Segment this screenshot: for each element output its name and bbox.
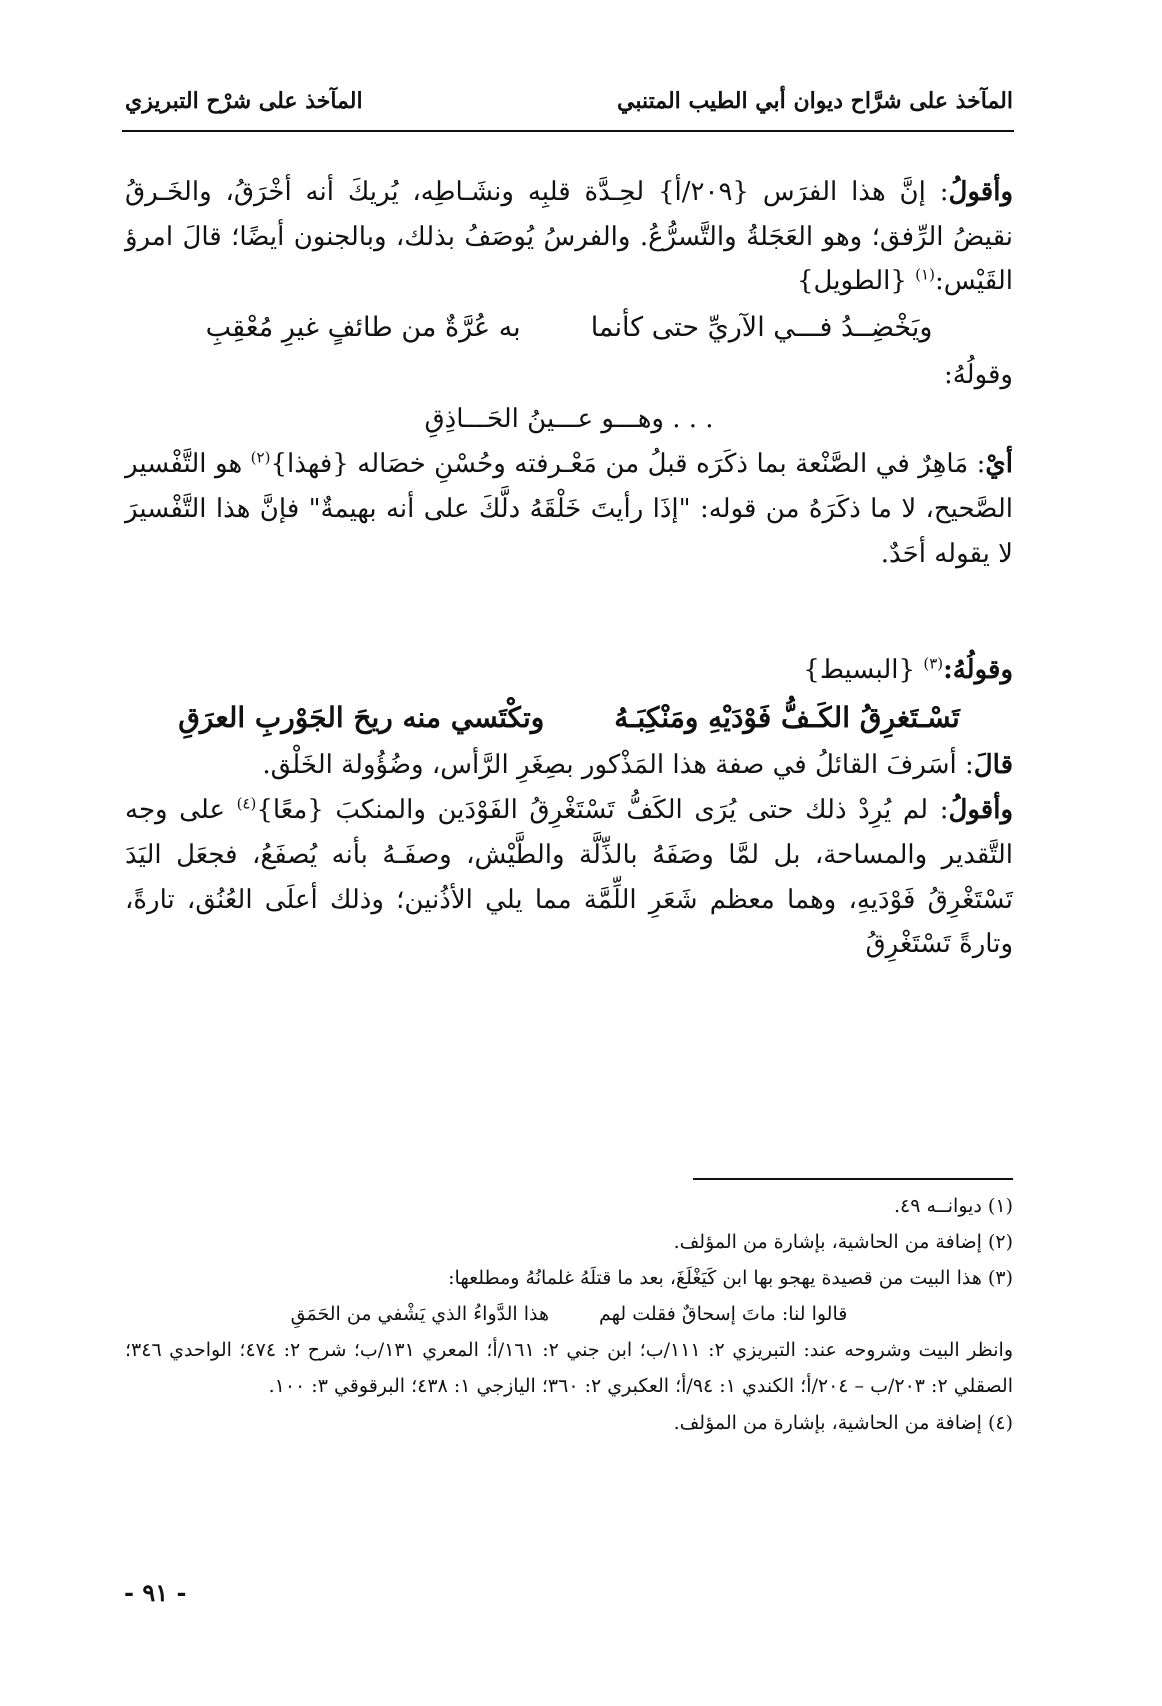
paragraph-4-text-continued: على وجه التَّقدير والمساحة، بل لمَّا وصَفَهُ بالذِّلَّة والطَّيْش، وصفَـهُ بأنه يُصفَعُ، فجعَل اليَدَ تَسْتَغْرِقُ فَوْدَيهِ، وهما معظم شَعَرِ اللِّمَّة مما يلي الأذُنين؛ وذلك أعلَى العُنُق، تارةً، وتارةً تَسْتَغْرِقُ <box>125 795 1013 960</box>
footnote-ref-2[interactable]: (٢) <box>250 448 271 467</box>
section-gap <box>125 576 1013 648</box>
paragraph-1-lead: وأقولُ <box>948 177 1013 207</box>
footnote-3-verse-second: هذا الدَّواءُ الذي يَشْفي من الحَمَقِ <box>290 1303 549 1326</box>
paragraph-4 <box>125 788 1013 967</box>
footnote-3-verse-first: قالوا لنا: ماتَ إسحاقٌ فقلت لهم <box>598 1303 848 1326</box>
verse-2 <box>125 693 1013 743</box>
verse-2-first-hemistich: تَسْـتَغرِقُ الكَـفُّ فَوْدَيْهِ ومَنْكِبَـهُ <box>614 701 960 735</box>
paragraph-3-lead: قالَ <box>973 750 1013 781</box>
footnote-ref-1[interactable]: (١) <box>915 265 935 284</box>
page-number: - ٩١ - <box>124 1578 187 1607</box>
paragraph-3-text: : أسَرفَ القائلُ في صفة هذا المَذْكور بصِغَرِ الرَّأس، وضُؤُولة الخَلْق. <box>262 750 974 781</box>
paragraph-2 <box>125 442 1013 576</box>
footnote-4: (٤) إضافة من الحاشية، بإشارة من المؤلف. <box>673 1411 1013 1434</box>
verse-1-second-hemistich: به عُرَّةٌ من طائفٍ غيرِ مُعْقِبِ <box>205 312 521 344</box>
verse-1-first-hemistich: ويَخْضِــدُ فـــي الآريِّ حتى كأنما <box>590 312 933 344</box>
quote-2-heading <box>125 648 1013 693</box>
footnote-3-references: وانظر البيت وشروحه عند: التبريزي ٢: ١١١/ب؛ ابن جني ٢: ١٦١/أ؛ المعري ١٣١/ب؛ شرح ٢: ٤٧٤؛ الواحدي ٣٤٦؛ الصقلي ٢: ٢٠٣/ب – ٢٠٤/أ؛ الكندي ١: ٩٤/أ؛ العكبري ٢: ٣٦٠؛ اليازجي ١: ٤٣٨؛ البرقوقي ٣: ١٠٠. <box>125 1339 1014 1398</box>
footnote-ref-3[interactable]: (٣) <box>923 654 944 673</box>
paragraph-2-text: : مَاهِرٌ في الصَّنْعة بما ذكَرَه قبلُ من مَعْـرفته وحُسْنِ خصَاله {فهذا} <box>270 449 986 480</box>
verse-1 <box>125 304 1013 353</box>
header-section-title: المآخذ على شرْح التبريزي <box>125 88 363 114</box>
paragraph-2-lead: أيْ <box>985 449 1013 480</box>
footnote-rule <box>693 1178 1013 1180</box>
running-header <box>125 88 1013 114</box>
meter-label-1: {الطويل} <box>796 266 907 297</box>
paragraph-1 <box>125 170 1013 304</box>
paragraph-3 <box>125 743 1013 788</box>
header-rule <box>122 130 1014 132</box>
quote-1-text: . . . وهـــو عـــينُ الحَـــاذِقِ <box>424 404 714 435</box>
footnote-3-verse <box>125 1296 1013 1332</box>
paragraph-1-text: : إنَّ هذا الفرَس {٢٠٩/أ} لحِـدَّة قلبِه ونشَـاطِه، يُريكَ أنه أخْرَقُ، والخَـرقُ نقيضُ الرِّفق؛ وهو العَجَلةُ والتَّسرُّعُ. والفرسُ يُوصَفُ بذلك، وبالجنون أيضًا؛ قالَ امرؤ القَيْس: <box>125 177 1013 297</box>
footnote-1: (١) ديوانــه ٤٩. <box>893 1195 1013 1217</box>
paragraph-4-lead: وأقولُ <box>948 795 1013 826</box>
verse-2-second-hemistich: وتكْتَسي منه ريحَ الجَوْربِ العرَقِ <box>178 701 545 735</box>
footnote-3: (٣) هذا البيت من قصيدة يهجو بها ابن كَيَغْلَغَ، بعد ما قتلَهُ غلمانُهُ ومطلعها: <box>448 1267 1013 1290</box>
main-text <box>125 170 1013 967</box>
footnotes <box>125 1188 1013 1441</box>
meter-label-2: {البسيط} <box>803 655 916 686</box>
footnote-2: (٢) إضافة من الحاشية، بإشارة من المؤلف. <box>673 1231 1013 1254</box>
quote-2-label: وقولُهُ: <box>943 655 1013 686</box>
paragraph-2-text-continued: هو التَّفْسير الصَّحيح، لا ما ذكَرَهُ من قوله: "إذَا رأيتَ خَلْقَهُ دلَّكَ على أنه بهيمةٌ" فإنَّ هذا التَّفْسيرَ لا يقوله أحَدٌ. <box>125 449 1013 569</box>
header-book-title: المآخذ على شرَّاح ديوان أبي الطيب المتنبي <box>617 88 1013 114</box>
footnote-ref-4[interactable]: (٤) <box>236 794 257 813</box>
quote-1-label: وقولُهُ: <box>943 359 1013 390</box>
paragraph-4-text: : لم يُرِدْ ذلك حتى يُرَى الكَفُّ تَسْتَغْرِقُ الفَوْدَين والمنكبَ {معًا} <box>256 795 949 826</box>
